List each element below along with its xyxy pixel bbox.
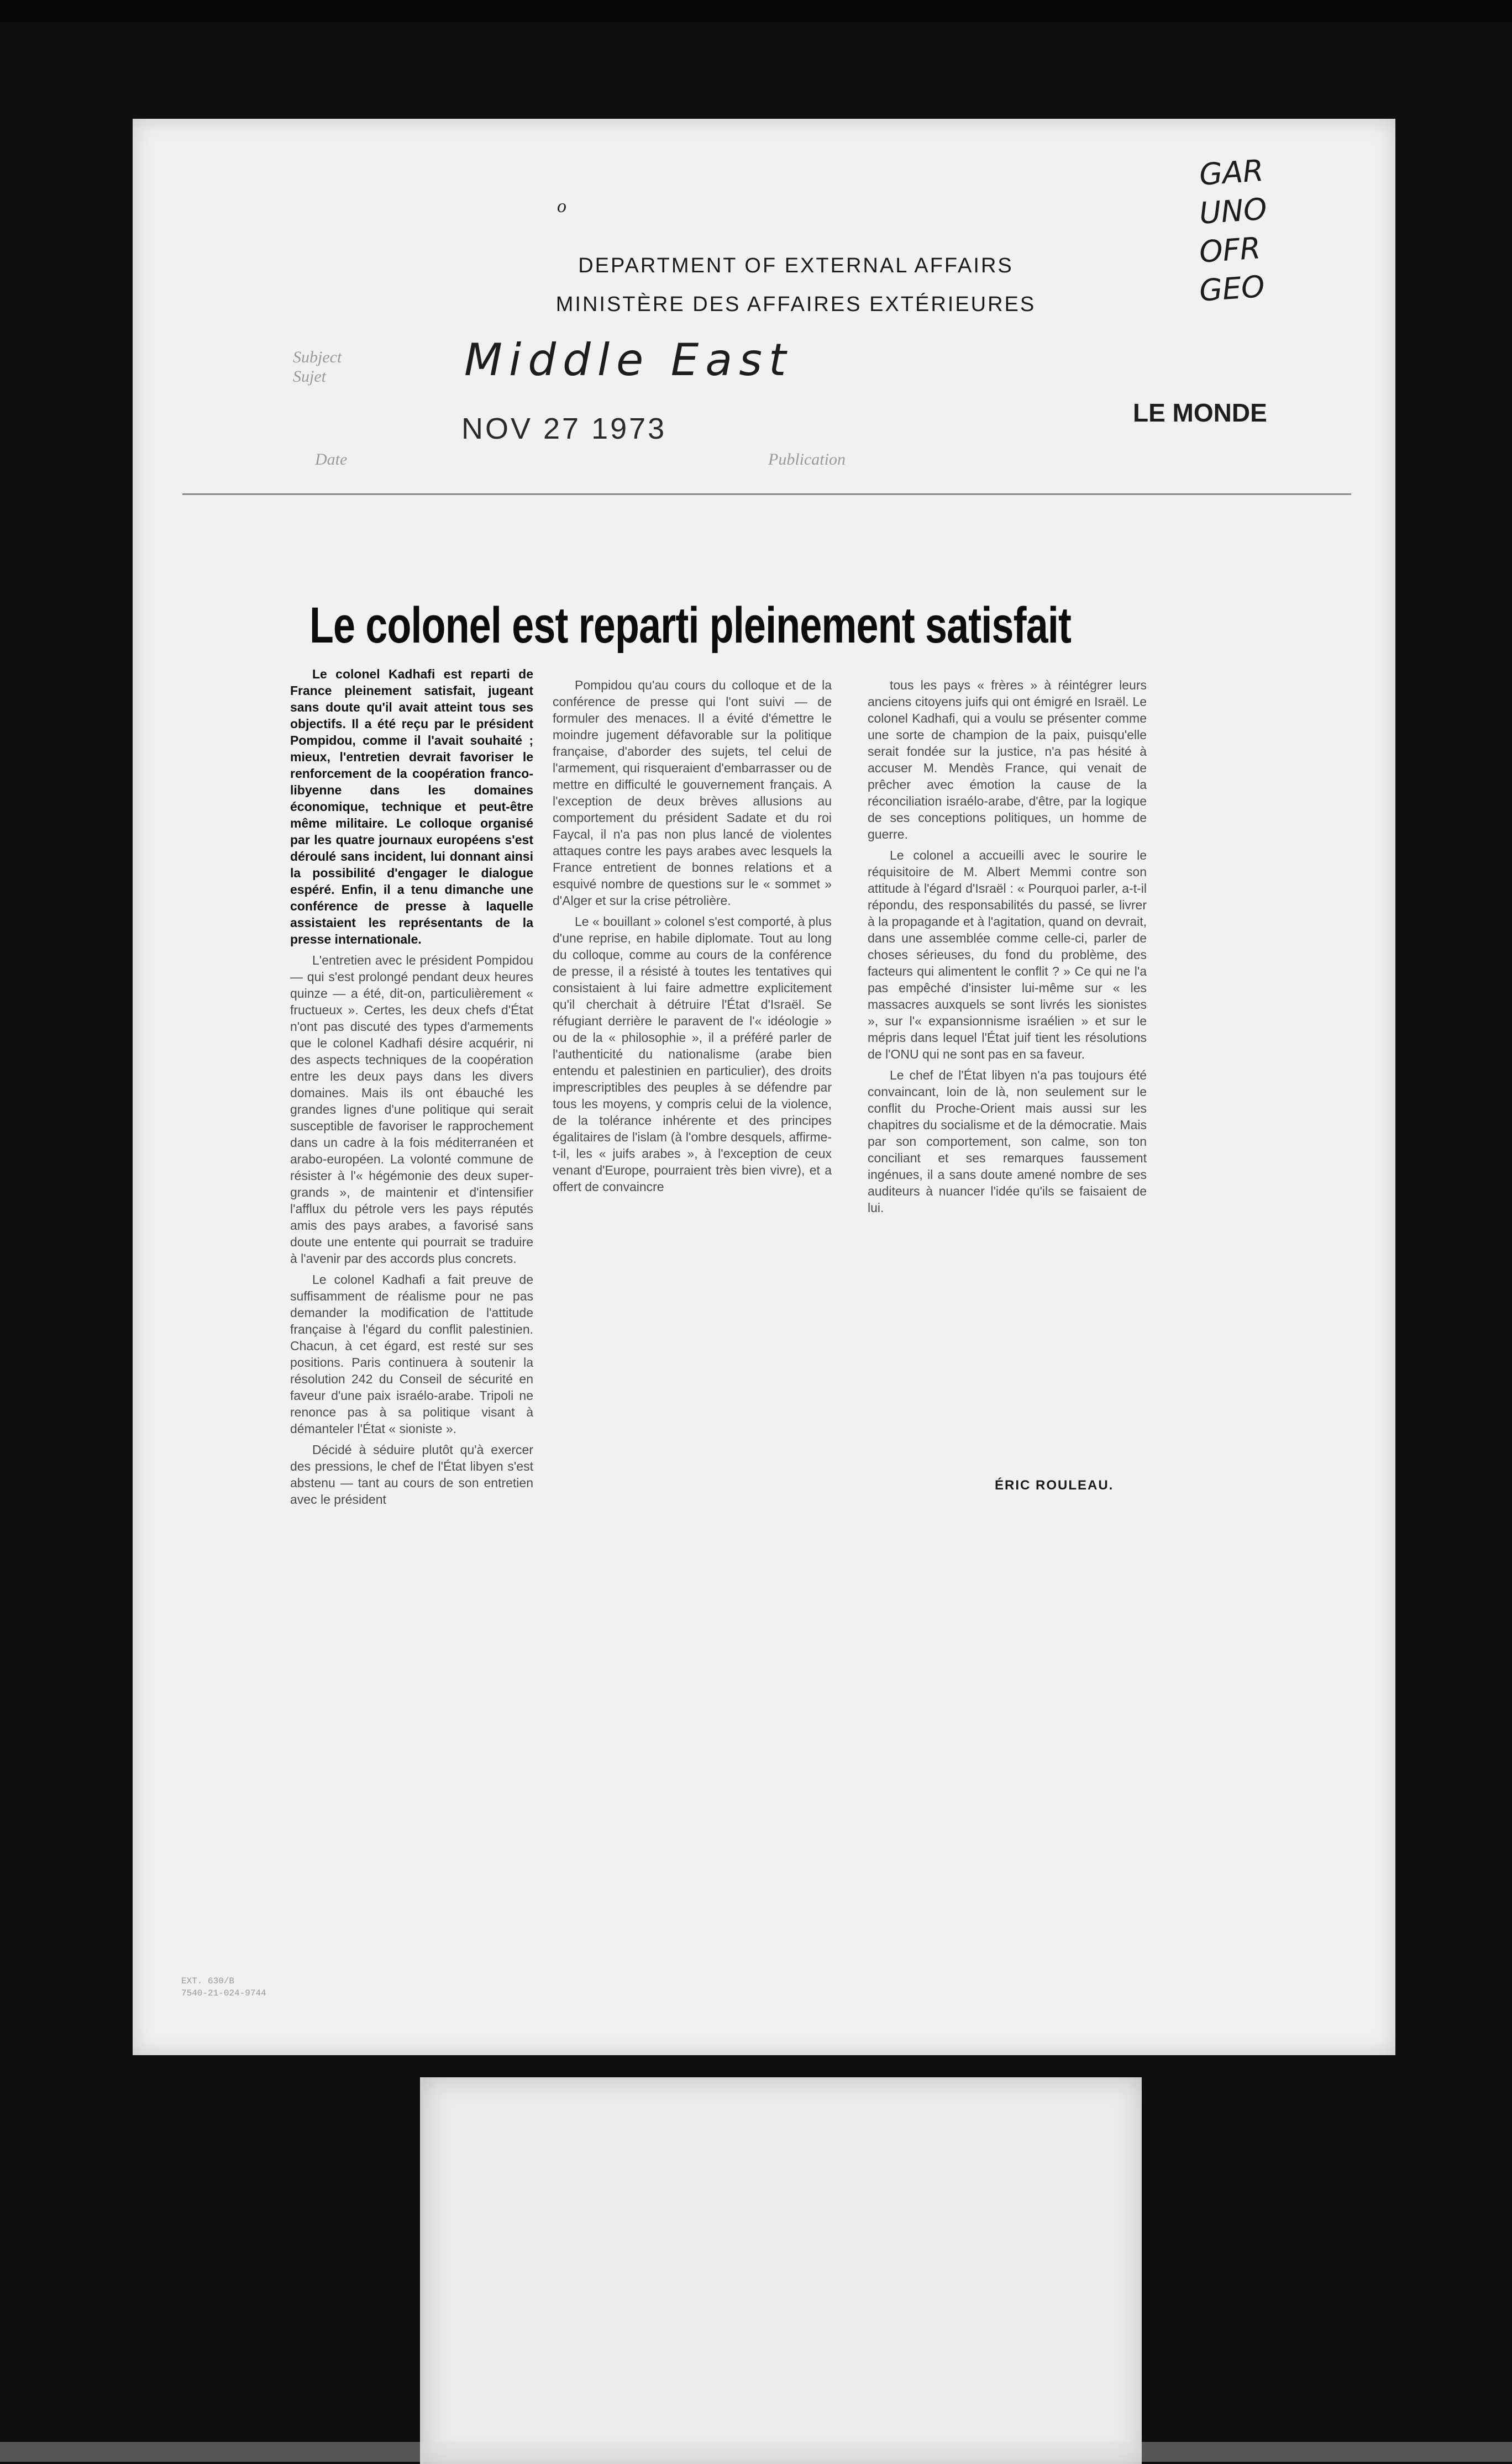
department-title-en: DEPARTMENT OF EXTERNAL AFFAIRS [578,254,1014,277]
form-code-line: 7540-21-024-9744 [181,1988,266,1998]
file-code: GAR [1198,152,1265,192]
article-column-1 [290,666,533,1837]
article-paragraph: Le colonel Kadhafi a fait preuve de suffisamment de réalisme pour ne pas demander la modification de l'attitude française à l'égard du conflit palestinien. Chacun, à cet égard, est resté sur ses positions. Paris continuera à soutenir la résolution 242 du Conseil de sécurité en faveur d'une paix israélo-arabe. Tripoli ne renonce pas à sa politique visant à démanteler l'État « sioniste ». [290,1272,533,1436]
article-paragraph: Décidé à séduire plutôt qu'à exercer des pressions, le chef de l'État libyen s'est abstenu — tant au cours de son entretien avec le président [290,1442,533,1507]
file-code: OFR [1198,230,1262,270]
clipping-sheet [133,119,1395,2055]
form-code-line: EXT. 630/B [181,1976,235,1986]
handwritten-file-codes [1199,152,1310,307]
article-paragraph: Le chef de l'État libyen n'a pas toujours été convaincant, loin de là, non seulement sur le conflit du Proche-Orient mais aussi sur les chapitres du socialisme et de la démocratie. Mais par son comportement, son calme, son ton conciliant et ses remarques faussement ingénues, il a sans doute amené nombre de ses auditeurs à nuancer l'idée qu'ils se faisaient de lui. [868,1068,1147,1215]
article-paragraph: L'entretien avec le président Pompidou — qui s'est prolongé pendant deux heures quinze — a été, dit-on, particulièrement « fructueux ». Certes, les deux chefs d'État n'ont pas discuté des types d'armements que le colonel Kadhafi désire acquérir, ni des aspects techniques de la coopération entre les deux pays dans les divers domaines. Mais ils ont ébauché les grandes lignes d'une politique qui serait susceptible de favoriser le rapprochement dans un cadre à la fois méditerranéen et arabo-européen. La volonté commune de résister à l'« hégémonie des deux super-grands », de maintenir et d'intensifier l'afflux du pétrole vers les pays réputés amis des pays arabes, a favorisé sans doute une entente qui pourrait se traduire à l'avenir par des accords plus concrets. [290,953,533,1266]
form-code [181,1975,266,1999]
subject-value: Middle East [464,334,793,386]
article-paragraph: Le colonel a accueilli avec le sourire le réquisitoire de M. Albert Memmi contre son attitude à l'égard d'Israël : « Pourquoi parler, a-t-il répondu, des responsabilités du passé, se livrer à la propagande et à l'agitation, quand on devrait, dans une assemblée comme celle-ci, parler de choses sérieuses, du fond du problème, des facteurs qui alimentent le conflit ? » Ce qui ne l'a pas empêché d'insister lui-même sur « les massacres auxquels se sont livrés les sionistes », sur l'« expansionnisme israélien » et sur le mépris dans lequel l'État juif tient les résolutions de l'ONU qui ne sont pas en sa faveur. [868,848,1147,1061]
article-paragraph: Le « bouillant » colonel s'est comporté, à plus d'une reprise, en habile diplomate. Tout au long du colloque, comme au cours de la conférence de presse, il a résisté à toutes les tentatives qui consistaient à lui faire admettre explicitement qu'il cherchait à détruire l'État d'Israël. Se réfugiant derrière le paravent de l'« idéologie » ou de la « philosophie », il a préféré parler de l'authenticité du nationalisme (arabe bien entendu et palestinien en particulier), des droits imprescriptibles des peuples à se défendre par tous les moyens, y compris celui de la violence, de la tolérance inhérente et des principes égalitaires de l'islam (à l'ombre desquels, affirme-t-il, les « juifs arabes », à l'exception de ceux venant d'Europe, pourraient très bien vivre), et a offert de convaincre [553,914,832,1194]
film-edge-top [0,0,1512,22]
date-stamp: NOV 27 1973 [461,412,667,445]
article-byline: ÉRIC ROULEAU. [995,1478,1114,1493]
target-slip [420,2077,1142,2464]
article-paragraph: Pompidou qu'au cours du colloque et de la conférence de presse qui l'ont suivi — de formuler des menaces. Il a évité d'émettre le moindre jugement défavorable sur la politique française, d'aborder des sujets, tel celui de l'armement, qui risqueraient d'embarrasser ou de mettre en difficulté le gouvernement français. A l'exception de deux brèves allusions au comportement du président Sadate et du roi Faycal, il n'a pas non plus lancé de violentes attaques contre les pays arabes avec lesquels la France entretient de bonnes relations et a esquivé nombre de questions sur le « sommet » d'Alger et sur la crise pétrolière. [553,678,832,908]
article-lead: Le colonel Kadhafi est reparti de France pleinement satisfait, jugeant sans doute qu'il avait atteint tous ses objectifs. Il a été reçu par le président Pompidou, comme il l'avait souhaité ; mieux, l'entretien devrait favoriser le renforcement de la coopération franco-libyenne dans les domaines économique, technique et peut-être même militaire. Le colloque organisé par les quatre journaux européens s'est déroulé sans incident, lui donnant ainsi la possibilité d'engager le dialogue espéré. Enfin, il a tenu dimanche une conférence de presse à laquelle assistaient les représentants de la presse internationale. [290,667,533,946]
article-column-2 [553,677,832,1533]
date-label: Date [315,450,348,468]
file-code: GEO [1198,268,1266,308]
department-title-fr: MINISTÈRE DES AFFAIRES EXTÉRIEURES [555,293,1036,316]
publication-stamp: LE MONDE [1133,398,1267,427]
file-code: UNO [1198,191,1268,231]
article-headline: Le colonel est reparti pleinement satisfait [309,597,1072,654]
film-edge-bottom [0,2442,1512,2462]
header-rule [182,493,1351,495]
publication-label: Publication [768,450,846,468]
pencil-mark: o [557,196,566,217]
article-paragraph: tous les pays « frères » à réintégrer leurs anciens citoyens juifs qui ont émigré en Israël. Le colonel Kadhafi, qui a voulu se présenter comme une sorte de champion de la paix, puisqu'elle serait fondée sur la justice, n'a pas hésité à accuser M. Mendès France, qui venait de prêcher avec émotion la cause de la réconciliation israélo-arabe, d'être, par la logique de ses conceptions politiques, un homme de guerre. [868,678,1147,841]
subject-label: Subject [293,348,342,366]
subject-label-fr: Sujet [293,367,326,386]
article-column-3 [868,677,1147,1478]
